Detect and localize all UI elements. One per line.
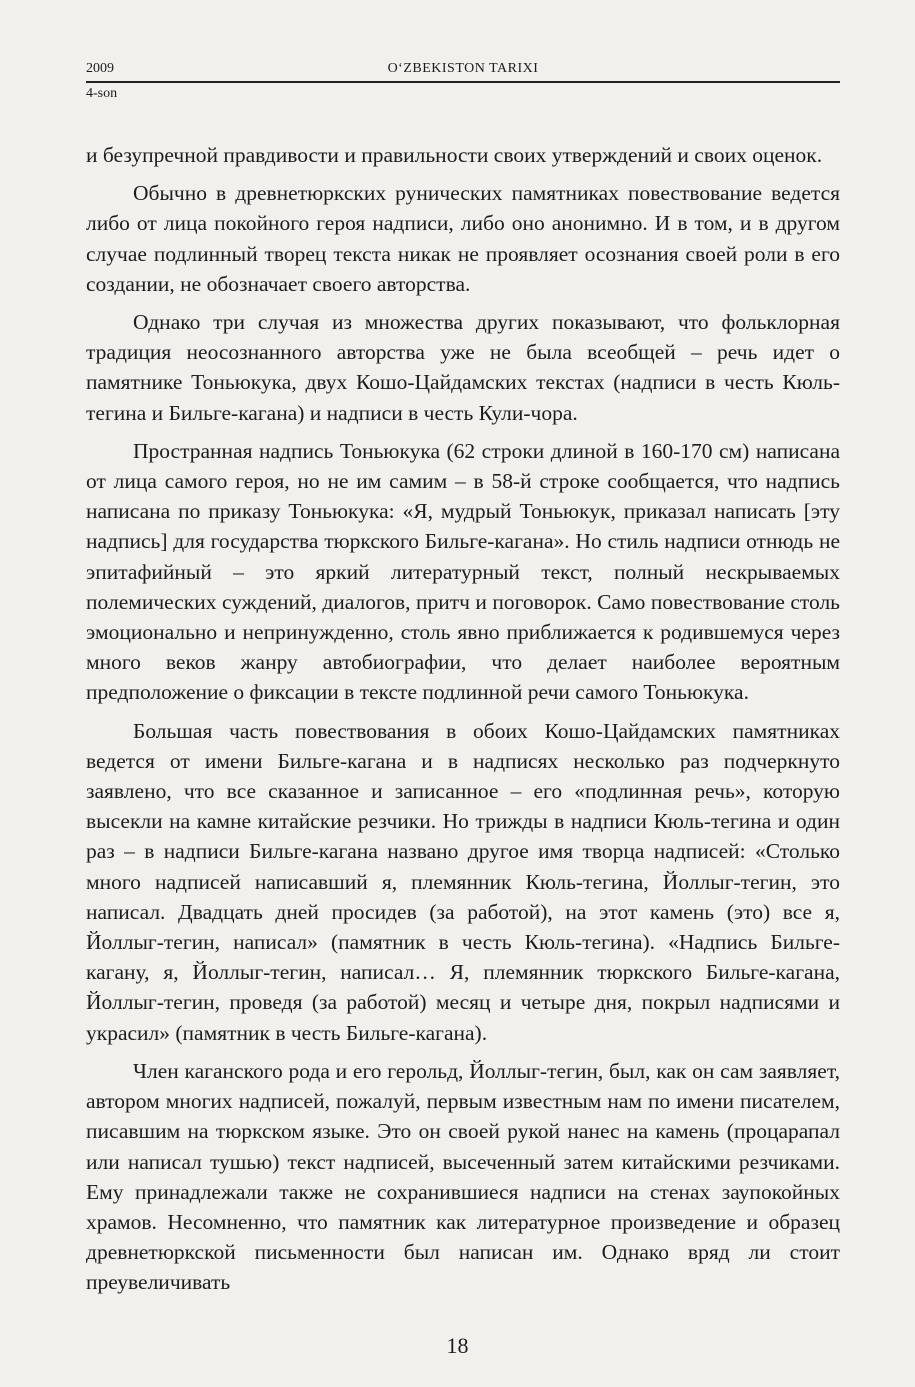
paragraph-4: Пространная надпись Тоньюкука (62 строки длиной в 160-170 см) написана от лица самого героя, но не им самим – в 58-й строке сообщается, что надпись написана по приказу Тоньюкука: «Я, мудрый Тоньюкук, приказал написать [эту надпись] для государства тюркского Бильге-кагана». Но стиль надписи отнюдь не эпитафийный – это яркий литературный текст, полный нескрываемых полемических суждений, диалогов, притч и поговорок. Само повествование столь эмоционально и непринужденно, столь явно приближается к родившемуся через много веков жанру автобиографии, что делает наиболее вероятным предположение о фиксации в тексте подлинной речи самого Тоньюкука. — [86, 438, 840, 705]
page-number: 18 — [446, 1333, 469, 1358]
header-row — [86, 60, 840, 77]
paragraph-3: Однако три случая из множества других показывают, что фольклорная традиция неосознанного авторства уже не была всеобщей – речь идет о памятнике Тоньюкука, двух Кошо-Цайдамских текстах (надписи в честь Кюль-тегина и Бильге-кагана) и надписи в честь Кули-чора. — [86, 310, 840, 425]
paragraph-5: Большая часть повествования в обоих Кошо-Цайдамских памятниках ведется от имени Бильге-кагана и в надписях несколько раз подчеркнуто заявлено, что все сказанное и записанное – его «подлинная речь», которую высекли на камне китайские резчики. Но трижды в надписи Кюль-тегина и один раз – в надписи Бильге-кагана названо другое имя творца надписей: «Столько много надписей написавший я, племянник Кюль-тегина, Йоллыг-тегин, это написал. Двадцать дней просидев (за работой), на этот камень (это) все я, Йоллыг-тегин, написал» (памятник в честь Кюль-тегина). «Надпись Бильге-кагану, я, Йоллыг-тегин, написал… Я, племянник тюркского Бильге-кагана, Йоллыг-тегин, проведя (за работой) месяц и четыре дня, покрыл надписями и украсил» (памятник в честь Бильге-кагана). — [86, 718, 840, 1045]
paragraph-6: Член каганского рода и его герольд, Йоллыг-тегин, был, как он сам заявляет, автором многих надписей, пожалуй, первым известным нам по имени писателем, писавшим на тюркском языке. Это он своей рукой нанес на камень (процарапал или написал тушью) текст надписей, высеченный затем китайскими резчиками. Ему принадлежали также не сохранившиеся надписи на стенах заупокойных храмов. Несомненно, что памятник как литературное произведение и образец древнетюркской письменности был написан им. Однако вряд ли стоит преувеличивать — [86, 1058, 840, 1295]
paragraph-1: и безупречной правдивости и правильности своих утверждений и своих оценок. — [86, 143, 823, 167]
running-header — [86, 60, 840, 102]
paragraph-2: Обычно в древнетюркских рунических памятниках повествование ведется либо от лица покойного героя надписи, либо оно анонимно. И в том, и в другом случае подлинный творец текста никак не проявляет осознания своей роли в его создании, не обозначает своего авторства. — [86, 181, 840, 296]
header-year: 2009 — [86, 61, 114, 76]
header-issue: 4-son — [86, 86, 118, 101]
header-rule — [86, 81, 840, 83]
article-body — [86, 140, 840, 1306]
journal-title: O‘ZBEKISTON TARIXI — [387, 61, 539, 76]
